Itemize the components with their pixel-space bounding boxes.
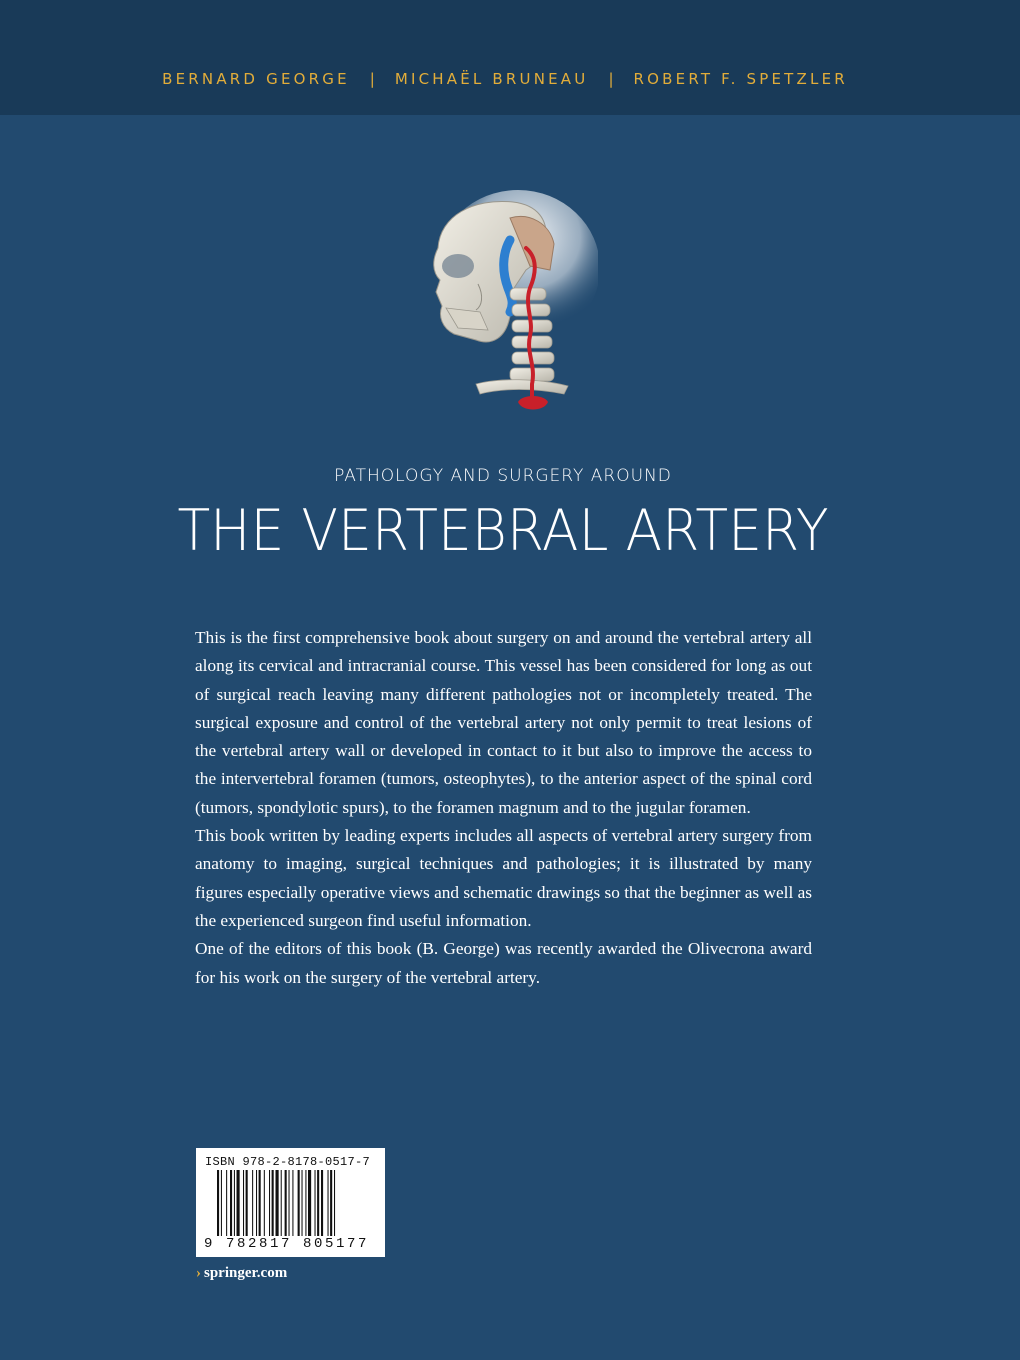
- barcode-bar: [292, 1170, 293, 1236]
- barcode-box: [196, 1148, 385, 1257]
- barcode-bar: [317, 1170, 319, 1236]
- barcode-bar: [272, 1170, 274, 1236]
- description: [195, 624, 812, 992]
- subtitle: PATHOLOGY AND SURGERY AROUND: [334, 466, 672, 486]
- barcode-bar: [298, 1170, 300, 1236]
- barcode-bar: [305, 1170, 306, 1236]
- barcode-bar: [330, 1170, 332, 1236]
- barcode-bar: [302, 1170, 303, 1236]
- author-2: MICHAËL BRUNEAU: [394, 70, 589, 88]
- barcode-icon: [217, 1170, 367, 1236]
- barcode-bar: [246, 1170, 248, 1236]
- barcode-bar: [315, 1170, 316, 1236]
- isbn-digits: 9 782817 805177: [204, 1236, 370, 1252]
- barcode-bar: [269, 1170, 270, 1236]
- barcode-bar: [289, 1170, 290, 1236]
- barcode-bar: [281, 1170, 282, 1236]
- barcode-bar: [230, 1170, 232, 1236]
- barcode-bar: [243, 1170, 244, 1236]
- barcode-bar: [321, 1170, 323, 1236]
- barcode-bar: [264, 1170, 265, 1236]
- top-band: [0, 0, 1020, 115]
- barcode-bar: [217, 1170, 219, 1236]
- description-paragraph: One of the editors of this book (B. George) was recently awarded the Olivecrona award for his work on the surgery of the vertebral artery.: [195, 939, 812, 987]
- barcode-bar: [328, 1170, 329, 1236]
- book-title: THE VERTEBRAL ARTERY: [177, 498, 829, 564]
- skull-spine-illustration: [418, 188, 598, 424]
- description-paragraph: This book written by leading experts includes all aspects of vertebral artery surgery from anatomy to imaging, surgical techniques and pathologies; it is illustrated by many figures especially operative views and schematic drawings so that the beginner as well as the experienced surgeon find useful information.: [195, 826, 812, 930]
- barcode-bar: [221, 1170, 222, 1236]
- website-link[interactable]: [196, 1265, 287, 1282]
- barcode-bar: [259, 1170, 261, 1236]
- barcode-bar: [252, 1170, 253, 1236]
- barcode-bar: [234, 1170, 235, 1236]
- barcode-bar: [308, 1170, 311, 1236]
- description-paragraph: This is the first comprehensive book about surgery on and around the vertebral artery all along its cervical and intracranial course. This vessel has been considered for long as out of surgical reach leaving many different pathologies not or incompletely treated. The surgical exposure and control of the vertebral artery not only permit to treat lesions of the vertebral artery wall or developed in contact to it but also to improve the access to the intervertebral foramen (tumors, osteophytes), to the anterior aspect of the spinal cord (tumors, spondylotic spurs), to the foramen magnum and to the jugular foramen.: [195, 628, 812, 817]
- author-1: BERNARD GEORGE: [162, 70, 350, 88]
- author-separator: |: [608, 70, 614, 88]
- authors-line: [0, 70, 1010, 88]
- author-separator: |: [369, 70, 375, 88]
- barcode-bar: [226, 1170, 227, 1236]
- barcode-bar: [276, 1170, 279, 1236]
- barcode-bar: [285, 1170, 287, 1236]
- author-3: ROBERT F. SPETZLER: [633, 70, 848, 88]
- website-label: springer.com: [204, 1265, 288, 1281]
- barcode-bar: [256, 1170, 257, 1236]
- chevron-right-icon: ›: [196, 1265, 201, 1281]
- isbn-label: ISBN 978-2-8178-0517-7: [205, 1155, 371, 1169]
- barcode-bar: [237, 1170, 240, 1236]
- barcode-bar: [334, 1170, 335, 1236]
